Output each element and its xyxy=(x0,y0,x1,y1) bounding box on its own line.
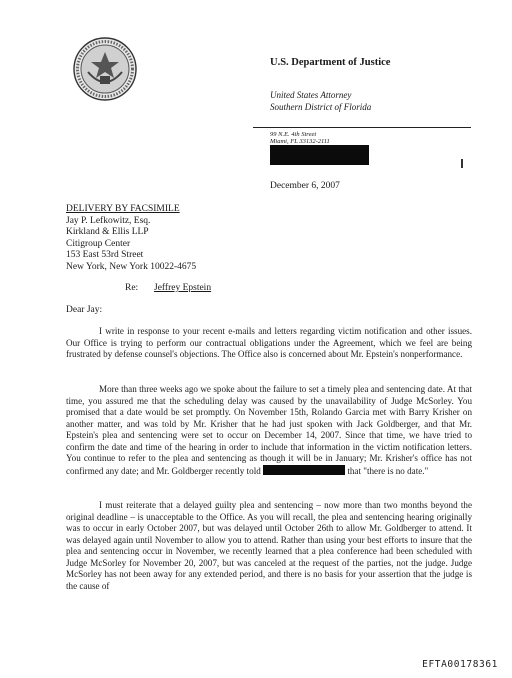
office-address xyxy=(270,131,330,145)
addressee-line: Jay P. Lefkowitz, Esq. xyxy=(66,215,151,226)
office-line-2: Southern District of Florida xyxy=(270,102,372,112)
letter-date: December 6, 2007 xyxy=(270,181,340,191)
office-name xyxy=(270,89,371,113)
addressee-block xyxy=(66,204,196,274)
letterhead-divider xyxy=(253,127,471,128)
addressee-line: Citigroup Center xyxy=(66,238,131,249)
addressee-line: 153 East 53rd Street xyxy=(66,250,144,261)
address-line-1: 99 N.E. 4th Street xyxy=(270,131,317,138)
re-label: Re: xyxy=(125,283,139,293)
address-line-2: Miami, FL 33132-2111 xyxy=(270,138,330,145)
paragraph-2-text: More than three weeks ago we spoke about the failure to set a timely plea and sentencing date. At that time, you assured me that the scheduling delay was caused by the unavailability of Judge McSorley. You promised that a date would be set promptly. On November 15th, Rolando Garcia met with Barry Krisher on another matter, and was told by Mr. Krisher that he had just spoken with Jack Goldberger, and that Mr. Epstein's plea and sentencing were set to occur on December 14, 2007. Since that time, we have tried to confirm the date and time of the hearing in order to include that information in the victim notification letters. You continue to refer to the plea and sentencing as though it will be in January; Mr. Krisher's office has not confirmed any date; and Mr. Goldberger recently told xyxy=(66,384,472,476)
margin-mark xyxy=(461,159,463,168)
addressee-line: New York, New York 10022-4675 xyxy=(66,261,197,272)
redaction-block xyxy=(270,145,369,165)
office-line-1: United States Attorney xyxy=(270,90,352,100)
inline-redaction xyxy=(263,465,345,475)
body-paragraph-2 xyxy=(66,384,472,477)
delivery-method: DELIVERY BY FACSIMILE xyxy=(66,204,180,214)
agency-name: U.S. Department of Justice xyxy=(270,57,391,68)
body-paragraph-3: I must reiterate that a delayed guilty plea and sentencing – now more than two months beyond the original deadline – is unacceptable to the Office. As you will recall, the plea and sentencing hearing originally was to occur in early October 2007, but was delayed until October 26th to allow Mr. Goldberger to attend. It was delayed again until November to allow you to attend. Rather than using your best efforts to insure that the plea and sentencing occur in November, we recently learned that a plea conference had been scheduled with Judge McSorley for November 20, 2007, but was canceled at the request of the parties, not the judge. Judge McSorley has not been away for any extended period, and there is no basis for your assertion that the judge is the cause of xyxy=(66,500,472,591)
addressee-line: Kirkland & Ellis LLP xyxy=(66,227,149,238)
bates-number: EFTA00178361 xyxy=(422,659,498,670)
salutation: Dear Jay: xyxy=(66,305,103,315)
body-paragraph-1: I write in response to your recent e-mails and letters regarding victim notification and other issues. Our Office is trying to perform our contractual obligations under the Agreement, which we feel are being frustrated by defense counsel's objections. The Office also is concerned about Mr. Epstein's nonperformance. xyxy=(66,326,472,359)
paragraph-2-tail: that "there is no date." xyxy=(347,465,429,476)
re-subject: Jeffrey Epstein xyxy=(154,283,212,293)
doj-seal-icon xyxy=(72,36,138,102)
